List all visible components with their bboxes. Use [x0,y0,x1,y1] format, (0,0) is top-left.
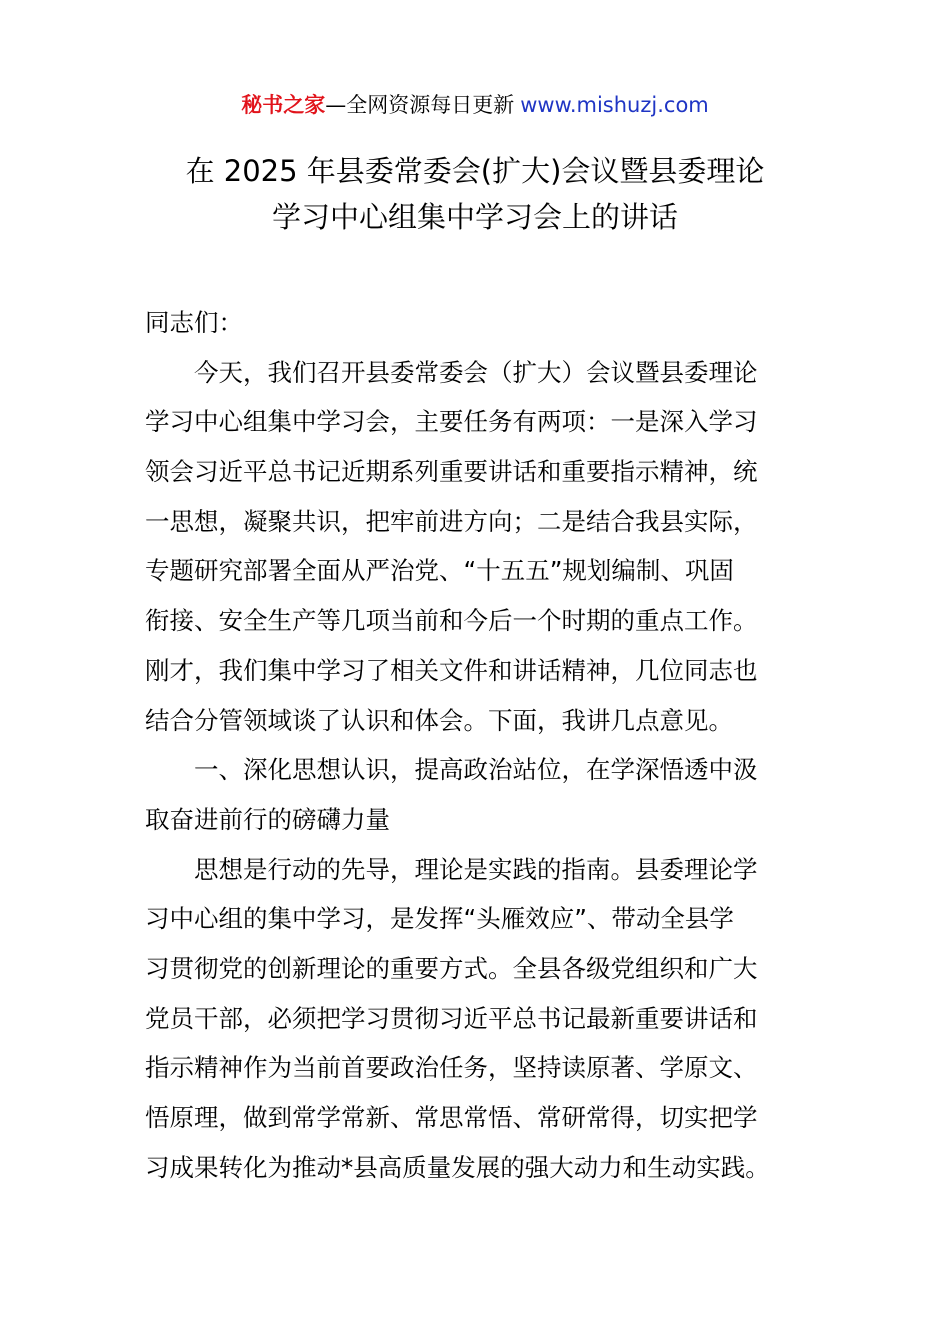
site-header [0,88,950,122]
site-url-link[interactable]: www.mishuzj.com [520,93,709,117]
paragraph-line: 领会习近平总书记近期系列重要讲话和重要指示精神，统 [145,457,758,487]
paragraph-line: 一思想，凝聚共识，把牢前进方向；二是结合我县实际， [145,506,758,536]
paragraph-line: 专题研究部署全面从严治党、“十五五”规划编制、巩固 [145,556,734,586]
salutation: 同志们： [145,308,243,337]
title-line-1: 在 2025 年县委常委会(扩大)会议暨县委理论 [185,154,765,188]
paragraph-line: 习中心组的集中学习，是发挥“头雁效应”、带动全县学 [145,904,734,934]
document-body [145,298,807,1192]
paragraph-line: 习贯彻党的创新理论的重要方式。全县各级党组织和广大 [145,953,758,983]
section-heading-line: 一、深化思想认识，提高政治站位，在学深悟透中汲 [194,755,758,785]
paragraph-line: 刚才，我们集中学习了相关文件和讲话精神，几位同志也 [145,655,758,685]
paragraph-line: 指示精神作为当前首要政治任务，坚持读原著、学原文、 [145,1053,758,1083]
paragraph-line: 结合分管领域谈了认识和体会。下面，我讲几点意见。 [145,705,733,735]
paragraph-line: 悟原理，做到常学常新、常思常悟、常研常得，切实把学 [145,1103,758,1132]
header-tagline: —全网资源每日更新 [325,93,515,117]
paragraph-line: 衔接、安全生产等几项当前和今后一个时期的重点工作。 [145,606,758,636]
paragraph-line: 思想是行动的先导，理论是实践的指南。县委理论学 [194,854,758,884]
brand-name: 秘书之家 [241,93,326,117]
paragraph-line: 党员干部，必须把学习贯彻习近平总书记最新重要讲话和 [145,1003,758,1033]
section-heading-line: 取奋进前行的磅礴力量 [145,804,390,834]
paragraph-line: 今天，我们召开县委常委会（扩大）会议暨县委理论 [194,357,758,387]
title-line-2: 学习中心组集中学习会上的讲话 [271,200,678,234]
paragraph-line: 学习中心组集中学习会，主要任务有两项：一是深入学习 [145,407,758,437]
document-title [0,148,950,240]
paragraph-line: 习成果转化为推动*县高质量发展的强大动力和生动实践。 [145,1152,770,1182]
